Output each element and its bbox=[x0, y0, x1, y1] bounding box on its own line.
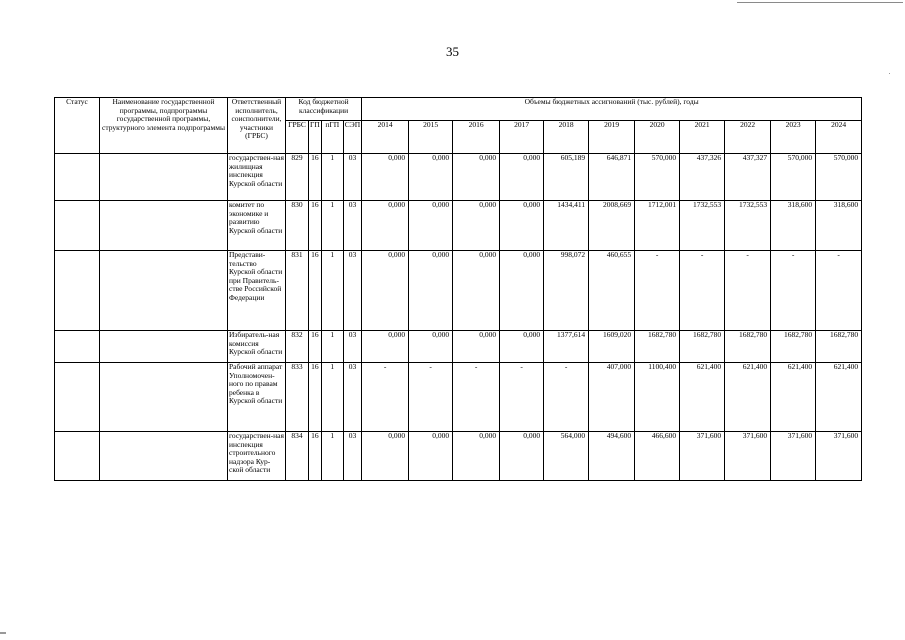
header-name: Наименование государственной программы, подпрограммы государственной программы, структурного элемента подпрограммы bbox=[100, 98, 228, 154]
value-cell: 371,600 bbox=[771, 432, 816, 481]
budget-table bbox=[54, 97, 862, 481]
status-cell bbox=[55, 154, 100, 201]
code-cell: 16 bbox=[309, 251, 322, 331]
value-cell: 371,600 bbox=[816, 432, 862, 481]
status-cell bbox=[55, 201, 100, 251]
code-cell: 1 bbox=[321, 251, 343, 331]
code-cell: 16 bbox=[309, 201, 322, 251]
table-row bbox=[55, 432, 862, 481]
code-cell: 03 bbox=[343, 201, 361, 251]
table-row bbox=[55, 201, 862, 251]
value-cell: 0,000 bbox=[409, 432, 453, 481]
program-name-cell bbox=[100, 251, 228, 331]
value-cell: - bbox=[409, 363, 453, 432]
code-cell: 16 bbox=[309, 432, 322, 481]
value-cell: 0,000 bbox=[500, 331, 544, 363]
program-name-cell bbox=[100, 432, 228, 481]
value-cell: 460,655 bbox=[589, 251, 635, 331]
executor-cell: Представи-тельство Курской области при Правитель-стве Российской Федерации bbox=[228, 251, 286, 331]
value-cell: - bbox=[544, 363, 589, 432]
value-cell: 318,600 bbox=[816, 201, 862, 251]
header-code-gp: ГП bbox=[309, 121, 322, 154]
program-name-cell bbox=[100, 201, 228, 251]
value-cell: - bbox=[500, 363, 544, 432]
code-cell: 03 bbox=[343, 154, 361, 201]
value-cell: - bbox=[816, 251, 862, 331]
value-cell: 407,000 bbox=[589, 363, 635, 432]
code-cell: 03 bbox=[343, 331, 361, 363]
value-cell: 0,000 bbox=[362, 251, 409, 331]
value-cell: 0,000 bbox=[500, 201, 544, 251]
value-cell: 1377,614 bbox=[544, 331, 589, 363]
code-cell: 1 bbox=[321, 201, 343, 251]
executor-cell: государствен-ная инспекция строительного надзора Кур-ской области bbox=[228, 432, 286, 481]
status-cell bbox=[55, 331, 100, 363]
header-year: 2022 bbox=[725, 121, 771, 154]
code-cell: 831 bbox=[286, 251, 309, 331]
value-cell: 621,400 bbox=[725, 363, 771, 432]
value-cell: 0,000 bbox=[453, 251, 500, 331]
value-cell: 1609,020 bbox=[589, 331, 635, 363]
code-cell: 03 bbox=[343, 251, 361, 331]
value-cell: 371,600 bbox=[680, 432, 725, 481]
table-row bbox=[55, 363, 862, 432]
code-cell: 832 bbox=[286, 331, 309, 363]
status-cell bbox=[55, 363, 100, 432]
header-executor: Ответственный исполнитель, соисполнители, участники (ГРБС) bbox=[228, 98, 286, 154]
header-year: 2014 bbox=[362, 121, 409, 154]
value-cell: - bbox=[680, 251, 725, 331]
value-cell: 0,000 bbox=[500, 154, 544, 201]
value-cell: 1682,780 bbox=[680, 331, 725, 363]
value-cell: 0,000 bbox=[409, 331, 453, 363]
value-cell: 1682,780 bbox=[725, 331, 771, 363]
program-name-cell bbox=[100, 331, 228, 363]
table-row bbox=[55, 251, 862, 331]
header-code-grbs: ГРБС bbox=[286, 121, 309, 154]
value-cell: - bbox=[453, 363, 500, 432]
value-cell: 318,600 bbox=[771, 201, 816, 251]
code-cell: 833 bbox=[286, 363, 309, 432]
code-cell: 16 bbox=[309, 331, 322, 363]
value-cell: 0,000 bbox=[453, 154, 500, 201]
code-cell: 1 bbox=[321, 432, 343, 481]
code-cell: 16 bbox=[309, 363, 322, 432]
value-cell: 1712,001 bbox=[635, 201, 680, 251]
header-year: 2020 bbox=[635, 121, 680, 154]
value-cell: 0,000 bbox=[409, 201, 453, 251]
value-cell: 570,000 bbox=[635, 154, 680, 201]
value-cell: - bbox=[635, 251, 680, 331]
header-year: 2019 bbox=[589, 121, 635, 154]
value-cell: 621,400 bbox=[771, 363, 816, 432]
scan-speck bbox=[0, 632, 6, 634]
program-name-cell bbox=[100, 154, 228, 201]
value-cell: 1682,780 bbox=[771, 331, 816, 363]
value-cell: 0,000 bbox=[362, 154, 409, 201]
executor-cell: государствен-ная жилищная инспекция Курской области bbox=[228, 154, 286, 201]
code-cell: 16 bbox=[309, 154, 322, 201]
value-cell: 466,600 bbox=[635, 432, 680, 481]
status-cell bbox=[55, 251, 100, 331]
value-cell: 494,600 bbox=[589, 432, 635, 481]
value-cell: 570,000 bbox=[816, 154, 862, 201]
header-year: 2017 bbox=[500, 121, 544, 154]
header-code-sep: СЭП bbox=[343, 121, 361, 154]
header-status: Статус bbox=[55, 98, 100, 154]
code-cell: 830 bbox=[286, 201, 309, 251]
value-cell: 0,000 bbox=[500, 432, 544, 481]
scan-speck bbox=[889, 73, 890, 74]
value-cell: 998,072 bbox=[544, 251, 589, 331]
value-cell: - bbox=[725, 251, 771, 331]
value-cell: 0,000 bbox=[453, 432, 500, 481]
program-name-cell bbox=[100, 363, 228, 432]
header-code-group: Код бюджетной классификации bbox=[286, 98, 362, 121]
executor-cell: комитет по экономике и развитию Курской области bbox=[228, 201, 286, 251]
value-cell: 0,000 bbox=[362, 331, 409, 363]
value-cell: 1434,411 bbox=[544, 201, 589, 251]
table-row bbox=[55, 154, 862, 201]
code-cell: 1 bbox=[321, 154, 343, 201]
page-number: 35 bbox=[446, 44, 459, 59]
code-cell: 834 bbox=[286, 432, 309, 481]
header-year: 2023 bbox=[771, 121, 816, 154]
header-year: 2018 bbox=[544, 121, 589, 154]
value-cell: 0,000 bbox=[409, 251, 453, 331]
value-cell: 0,000 bbox=[362, 201, 409, 251]
value-cell: 1682,780 bbox=[635, 331, 680, 363]
value-cell: 1732,553 bbox=[680, 201, 725, 251]
table-row bbox=[55, 331, 862, 363]
value-cell: 621,400 bbox=[816, 363, 862, 432]
value-cell: 0,000 bbox=[409, 154, 453, 201]
executor-cell: Избиратель-ная комиссия Курской области bbox=[228, 331, 286, 363]
value-cell: - bbox=[362, 363, 409, 432]
code-cell: 03 bbox=[343, 363, 361, 432]
code-cell: 03 bbox=[343, 432, 361, 481]
header-year: 2015 bbox=[409, 121, 453, 154]
code-cell: 829 bbox=[286, 154, 309, 201]
value-cell: 0,000 bbox=[453, 201, 500, 251]
value-cell: 0,000 bbox=[362, 432, 409, 481]
value-cell: 371,600 bbox=[725, 432, 771, 481]
header-year: 2016 bbox=[453, 121, 500, 154]
header-volumes-group: Объемы бюджетных ассигнований (тыс. рублей), годы bbox=[362, 98, 862, 121]
header-code-pgp: пГП bbox=[321, 121, 343, 154]
header-year: 2024 bbox=[816, 121, 862, 154]
value-cell: - bbox=[771, 251, 816, 331]
value-cell: 0,000 bbox=[500, 251, 544, 331]
value-cell: 570,000 bbox=[771, 154, 816, 201]
value-cell: 646,871 bbox=[589, 154, 635, 201]
value-cell: 564,000 bbox=[544, 432, 589, 481]
value-cell: 1682,780 bbox=[816, 331, 862, 363]
value-cell: 1100,400 bbox=[635, 363, 680, 432]
status-cell bbox=[55, 432, 100, 481]
value-cell: 437,327 bbox=[725, 154, 771, 201]
value-cell: 0,000 bbox=[453, 331, 500, 363]
value-cell: 605,189 bbox=[544, 154, 589, 201]
value-cell: 621,400 bbox=[680, 363, 725, 432]
top-edge-line bbox=[737, 2, 903, 3]
value-cell: 437,326 bbox=[680, 154, 725, 201]
code-cell: 1 bbox=[321, 363, 343, 432]
value-cell: 1732,553 bbox=[725, 201, 771, 251]
value-cell: 2008,669 bbox=[589, 201, 635, 251]
executor-cell: Рабочий аппарат Уполномочен-ного по правам ребенка в Курской области bbox=[228, 363, 286, 432]
code-cell: 1 bbox=[321, 331, 343, 363]
header-year: 2021 bbox=[680, 121, 725, 154]
